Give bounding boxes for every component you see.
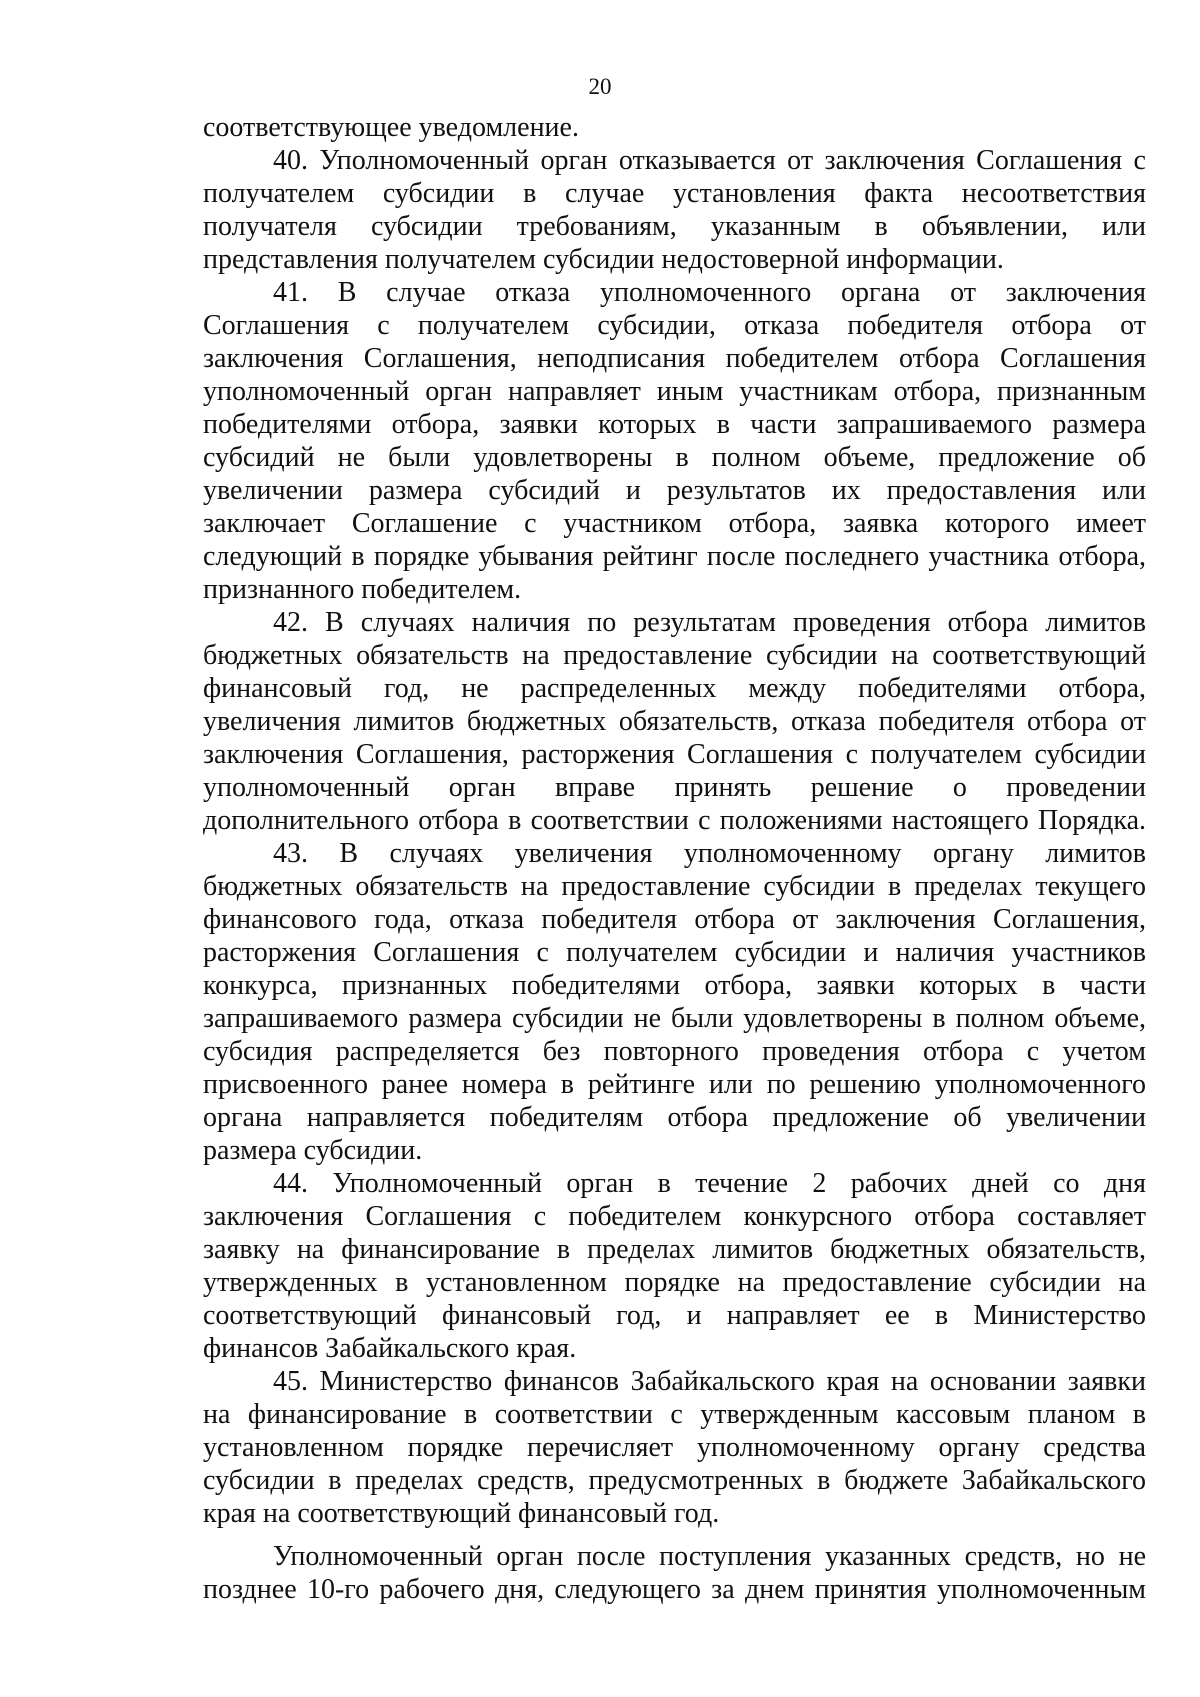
text-line: установленном порядке перечисляет уполномоченному органу средства xyxy=(203,1432,1146,1463)
text-line: уполномоченный орган вправе принять решение о проведении xyxy=(203,772,1146,803)
text-line: финансов Забайкальского края. xyxy=(203,1333,577,1364)
text-line: 44. Уполномоченный орган в течение 2 рабочих дней со дня xyxy=(273,1168,1146,1199)
page-number: 20 xyxy=(588,74,612,99)
text-line: запрашиваемого размера субсидии не были удовлетворены в полном объеме, xyxy=(203,1003,1146,1034)
text-line: размера субсидии. xyxy=(203,1135,423,1166)
text-line: финансового года, отказа победителя отбора от заключения Соглашения, xyxy=(203,904,1146,935)
text-line: соответствующее уведомление. xyxy=(203,112,579,143)
text-line: края на соответствующий финансовый год. xyxy=(203,1498,720,1529)
text-line: на финансирование в соответствии с утвержденным кассовым планом в xyxy=(203,1399,1146,1430)
text-line: 45. Министерство финансов Забайкальского края на основании заявки xyxy=(273,1366,1146,1397)
text-line: органа направляется победителям отбора предложение об увеличении xyxy=(203,1102,1146,1133)
text-line: заключения Соглашения, неподписания победителем отбора Соглашения xyxy=(203,343,1146,374)
text-line: 40. Уполномоченный орган отказывается от заключения Соглашения с xyxy=(273,145,1146,176)
text-line: субсидия распределяется без повторного проведения отбора с учетом xyxy=(203,1036,1146,1067)
text-line: увеличения лимитов бюджетных обязательств, отказа победителя отбора от xyxy=(203,706,1146,737)
text-line: Соглашения с получателем субсидии, отказа победителя отбора от xyxy=(203,310,1146,341)
text-line: субсидии в пределах средств, предусмотренных в бюджете Забайкальского xyxy=(203,1465,1146,1496)
text-line: субсидий не были удовлетворены в полном объеме, предложение об xyxy=(203,442,1146,473)
paragraph-gap xyxy=(203,1530,1146,1540)
text-line: присвоенного ранее номера в рейтинге или по решению уполномоченного xyxy=(203,1069,1146,1100)
text-line: 42. В случаях наличия по результатам проведения отбора лимитов xyxy=(273,607,1146,638)
text-line: признанного победителем. xyxy=(203,574,522,605)
text-line: победителями отбора, заявки которых в части запрашиваемого размера xyxy=(203,409,1146,440)
text-line: 43. В случаях увеличения уполномоченному органу лимитов xyxy=(273,838,1146,869)
text-line: конкурса, признанных победителями отбора, заявки которых в части xyxy=(203,970,1146,1001)
text-line: 41. В случае отказа уполномоченного органа от заключения xyxy=(273,277,1146,308)
text-line: бюджетных обязательств на предоставление субсидии на соответствующий xyxy=(203,640,1146,671)
text-line: дополнительного отбора в соответствии с положениями настоящего Порядка. xyxy=(203,805,1146,836)
text-line: Уполномоченный орган после поступления указанных средств, но не xyxy=(273,1541,1146,1572)
text-line: заключает Соглашение с участником отбора, заявка которого имеет xyxy=(203,508,1146,539)
text-line: заявку на финансирование в пределах лимитов бюджетных обязательств, xyxy=(203,1234,1146,1265)
document-body xyxy=(203,111,1146,1606)
text-line: утвержденных в установленном порядке на предоставление субсидии на xyxy=(203,1267,1146,1298)
text-line: бюджетных обязательств на предоставление субсидии в пределах текущего xyxy=(203,871,1146,902)
text-line: позднее 10-го рабочего дня, следующего за днем принятия уполномоченным xyxy=(203,1574,1146,1605)
text-line: получателя субсидии требованиям, указанным в объявлении, или xyxy=(203,211,1146,242)
text-line: заключения Соглашения с победителем конкурсного отбора составляет xyxy=(203,1201,1146,1232)
text-line: соответствующий финансовый год, и направляет ее в Министерство xyxy=(203,1300,1146,1331)
text-line: уполномоченный орган направляет иным участникам отбора, признанным xyxy=(203,376,1146,407)
text-line: увеличении размера субсидий и результатов их предоставления или xyxy=(203,475,1146,506)
text-line: финансовый год, не распределенных между победителями отбора, xyxy=(203,673,1146,704)
text-line: получателем субсидии в случае установления факта несоответствия xyxy=(203,178,1146,209)
text-line: расторжения Соглашения с получателем субсидии и наличия участников xyxy=(203,937,1146,968)
text-line: заключения Соглашения, расторжения Соглашения с получателем субсидии xyxy=(203,739,1146,770)
text-line: следующий в порядке убывания рейтинг после последнего участника отбора, xyxy=(203,541,1146,572)
text-line: представления получателем субсидии недостоверной информации. xyxy=(203,244,1004,275)
